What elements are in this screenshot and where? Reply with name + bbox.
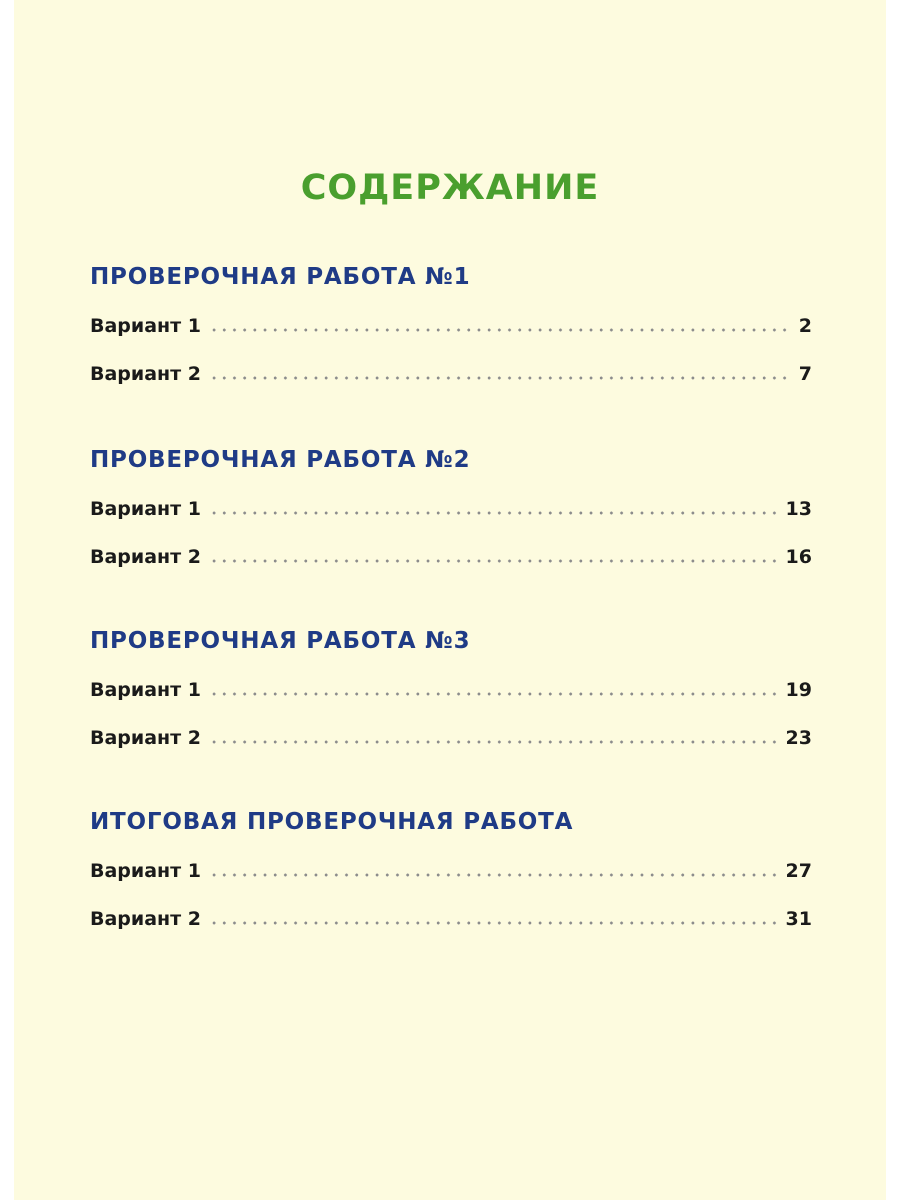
entry-label: Вариант 1 bbox=[90, 679, 202, 701]
entry-label: Вариант 2 bbox=[90, 363, 202, 385]
entry-label: Вариант 2 bbox=[90, 727, 202, 749]
entry-label: Вариант 2 bbox=[90, 546, 202, 568]
entry-page-number: 2 bbox=[798, 315, 812, 337]
entry-label: Вариант 1 bbox=[90, 498, 202, 520]
entry-page-number: 7 bbox=[798, 363, 812, 385]
leader-dots bbox=[209, 692, 780, 696]
leader-dots bbox=[209, 328, 793, 332]
toc-entry[interactable] bbox=[90, 903, 812, 935]
entry-page-number: 13 bbox=[785, 498, 812, 520]
leader-dots bbox=[209, 921, 780, 925]
toc-entry[interactable] bbox=[90, 358, 812, 390]
entry-label: Вариант 1 bbox=[90, 860, 202, 882]
leader-dots bbox=[209, 559, 780, 563]
toc-entry[interactable] bbox=[90, 855, 812, 887]
toc-title: СОДЕРЖАНИЕ bbox=[300, 168, 600, 208]
toc-entry[interactable] bbox=[90, 722, 812, 754]
toc-entry[interactable] bbox=[90, 541, 812, 573]
leader-dots bbox=[209, 740, 780, 744]
document-page bbox=[14, 0, 886, 1200]
section-heading: ПРОВЕРОЧНАЯ РАБОТА №1 bbox=[90, 264, 471, 290]
toc-section-1 bbox=[90, 260, 812, 406]
leader-dots bbox=[209, 376, 793, 380]
leader-dots bbox=[209, 873, 780, 877]
section-heading: ИТОГОВАЯ ПРОВЕРОЧНАЯ РАБОТА bbox=[90, 809, 574, 835]
section-heading: ПРОВЕРОЧНАЯ РАБОТА №2 bbox=[90, 447, 471, 473]
entry-page-number: 27 bbox=[785, 860, 812, 882]
leader-dots bbox=[209, 511, 780, 515]
entry-page-number: 19 bbox=[785, 679, 812, 701]
entry-page-number: 16 bbox=[785, 546, 812, 568]
toc-entry[interactable] bbox=[90, 310, 812, 342]
toc-section-3 bbox=[90, 624, 812, 770]
entry-label: Вариант 2 bbox=[90, 908, 202, 930]
toc-entry[interactable] bbox=[90, 493, 812, 525]
toc-section-4 bbox=[90, 805, 812, 951]
entry-label: Вариант 1 bbox=[90, 315, 202, 337]
section-heading: ПРОВЕРОЧНАЯ РАБОТА №3 bbox=[90, 628, 471, 654]
entry-page-number: 31 bbox=[785, 908, 812, 930]
entry-page-number: 23 bbox=[785, 727, 812, 749]
toc-section-2 bbox=[90, 443, 812, 589]
toc-entry[interactable] bbox=[90, 674, 812, 706]
